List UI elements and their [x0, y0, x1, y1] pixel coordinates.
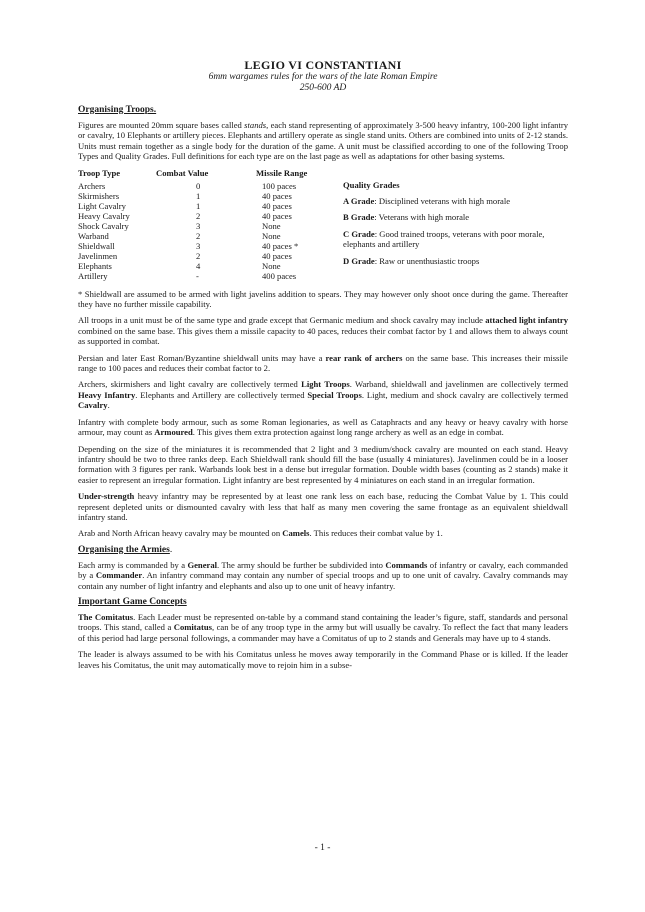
quality-grade-b [343, 212, 568, 222]
grade-text: : Raw or unenthusiastic troops [374, 255, 480, 266]
table-row [78, 191, 317, 201]
text-run: . This gives them extra protection against long range archery as well as an edge in combat. [192, 427, 504, 438]
table-row [78, 261, 317, 271]
text-run: of infantry or cavalry, each commanded by a [78, 559, 568, 581]
paragraph-troop-categories [78, 379, 568, 410]
text-run: All troops in a unit must be of the same type and grade except that Germanic medium and shock cavalry may include [78, 315, 486, 326]
column-header-troop-type: Troop Type [78, 167, 121, 178]
text-bold: rear rank of archers [325, 352, 403, 363]
paragraph-camels [78, 528, 568, 538]
page-number: - 1 - [314, 843, 331, 853]
paragraph-attached-infantry [78, 315, 568, 346]
missile-range-cell: 40 paces [262, 210, 292, 221]
text-bold: Under-strength [78, 491, 135, 502]
missile-range-cell: None [262, 230, 281, 241]
grade-text: : Disciplined veterans with high morale [374, 196, 511, 207]
table-row [78, 221, 317, 231]
text-run: Figures are mounted 20mm square bases called [78, 120, 245, 130]
text-run: . The army should be further be subdivided into [217, 559, 386, 570]
table-row [78, 201, 317, 211]
section-heading-organising-troops: Organising Troops. [78, 105, 157, 115]
table-row [78, 181, 317, 191]
grade-label: B Grade [343, 212, 375, 223]
combat-value-cell: 1 [196, 200, 201, 211]
text-bold: Heavy Infantry [78, 389, 136, 400]
paragraph-stands [78, 120, 568, 162]
paragraph-shieldwall-note: * Shieldwall are assumed to be armed with light javelins addition to spears. They may however only shoot once during the game. Thereafter they have no further missile capability. [78, 288, 568, 310]
paragraph-armoured [78, 417, 568, 438]
quality-grades-heading: Quality Grades [343, 179, 400, 190]
column-header-missile-range: Missile Range [256, 167, 308, 178]
table-header-row [78, 168, 317, 181]
text-bold: General [187, 559, 218, 570]
text-run: Infantry with complete body armour, such as some Roman legionaries, as well as Cataphracts and any heavy or heavy cavalry with horse armour, may count as [78, 416, 568, 438]
table-row [78, 211, 317, 221]
paragraph-leader: The leader is always assumed to be with his Comitatus unless he moves away temporarily in the Command Phase or is killed. If the leader leaves his Comitatus, the unit may automatically move to rejoin him in a subse- [78, 649, 568, 670]
text-run: . Light, medium and shock cavalry are collectively termed [361, 389, 568, 400]
missile-range-cell: 100 paces [262, 180, 297, 191]
missile-range-cell: 40 paces [262, 190, 292, 201]
text-run: . Elephants and Artillery are collectively termed [135, 389, 308, 400]
troop-type-cell: Elephants [78, 260, 112, 271]
section-heading-organising-armies [78, 545, 568, 556]
text-run: . This reduces their combat value by 1. [309, 528, 443, 539]
table-row [78, 231, 317, 241]
text-bold: Commander [95, 570, 143, 581]
text-run: Arab and North African heavy cavalry may be mounted on [78, 528, 283, 539]
text-run: . An infantry command may contain any number of special troops and up to one unit of cavalry. Cavalry commands may contain any number of light infantry and elephants and also up to one unit of heavy infantry. [78, 570, 568, 591]
document-title: LEGIO VI CONSTANTIANI [244, 58, 402, 72]
text-bold: Camels [282, 528, 310, 539]
text-run: Each army is commanded by a [78, 559, 188, 570]
grade-label: A Grade [343, 196, 375, 207]
text-run: . [107, 400, 110, 411]
text-run: . Warband, shieldwall and javelinmen are collectively termed [349, 379, 568, 390]
grade-label: C Grade [343, 228, 375, 239]
text-bold: The Comitatus [78, 611, 134, 622]
quality-grades [343, 180, 568, 281]
missile-range-cell: 40 paces [262, 250, 292, 261]
text-bold: attached light infantry [485, 315, 569, 326]
troop-type-cell: Shock Cavalry [78, 220, 129, 231]
text-bold: Special Troops [307, 389, 362, 400]
document-page [78, 58, 568, 676]
combat-value-cell: 1 [196, 190, 201, 201]
combat-value-cell: 2 [196, 210, 201, 221]
troop-type-table [78, 168, 317, 281]
missile-range-cell: 40 paces [262, 200, 292, 211]
quality-grade-d [343, 256, 568, 266]
text-run: on the same base. This increases their missile range to 100 paces and reduces their combat factor to 2. [78, 352, 568, 374]
text-bold: Cavalry [78, 400, 108, 411]
troop-table-body [78, 181, 317, 281]
combat-value-cell: 4 [196, 260, 201, 271]
text-run: Persian and later East Roman/Byzantine shieldwall units may have a [78, 352, 326, 363]
troop-type-cell: Archers [78, 180, 106, 191]
paragraph-miniatures: Depending on the size of the miniatures it is recommended that 2 light and 3 medium/shock cavalry are mounted on each stand. Heavy infantry should be two to three ranks deep. Each Shieldwall rank should fill the base (usually 4 miniatures). Javelinmen could be in a looser formation with 3 figures per rank. Warbands look best in a dense but irregular formation. Double width bases (counting as 2 stands) make it easier to represent an irregular formation. Light infantry are best represented by 4 miniatures on each stand in an irregular formation. [78, 443, 568, 485]
combat-value-cell: 3 [196, 240, 201, 251]
combat-value-cell: 2 [196, 250, 201, 261]
paragraph-army-command [78, 560, 568, 591]
missile-range-cell: None [262, 260, 281, 271]
text-bold: Commands [385, 559, 428, 570]
grade-text: : Veterans with high morale [374, 212, 470, 223]
text-emphasis: stands [244, 120, 267, 130]
table-row [78, 241, 317, 251]
missile-range-cell: 400 paces [262, 270, 297, 281]
text-run: Archers, skirmishers and light cavalry are collectively termed [78, 379, 302, 390]
text-bold: Comitatus [173, 622, 212, 633]
text-bold: Light Troops [301, 379, 350, 390]
troops-section [78, 168, 568, 281]
table-row [78, 251, 317, 261]
paragraph-rear-archers [78, 353, 568, 374]
quality-grade-a [343, 196, 568, 206]
combat-value-cell: 0 [196, 180, 201, 191]
text-run: combined on the same base. This gives them a missile capacity to 40 paces, reduces their combat factor by 1 and allows them to always count as supported in combat. [78, 325, 568, 347]
text-run: . Each Leader must be represented on-table by a command stand containing the leader’s figure, staff, standards and personal troops. This stand, called a [78, 611, 569, 633]
paragraph-under-strength [78, 491, 568, 522]
troop-type-cell: Artillery [78, 270, 108, 281]
quality-grade-c [343, 229, 568, 250]
grade-text: : Good trained troops, veterans with poor morale, elephants and artillery [343, 228, 545, 250]
combat-value-cell: 3 [196, 220, 201, 231]
heading-text: Organising the Armies [78, 544, 170, 555]
troop-type-cell: Skirmishers [78, 190, 120, 201]
document-period: 250-600 AD [299, 83, 347, 93]
combat-value-cell: - [196, 270, 199, 281]
grade-label: D Grade [343, 255, 375, 266]
troop-type-cell: Heavy Cavalry [78, 210, 130, 221]
table-row [78, 271, 317, 281]
text-bold: Armoured [154, 427, 193, 438]
troop-type-cell: Warband [78, 230, 109, 241]
heading-suffix: . [169, 544, 173, 555]
text-run: heavy infantry may be represented by at least one rank less on each base, reducing the Combat Value by 1. This could represent depleted units or dismounted cavalry with less that half as many men covering the same frontage as an equivalent shieldwall infantry stand. [78, 491, 568, 522]
text-run: , each stand representing of approximately 3-500 heavy infantry, 100-200 light infantry or cavalry, 10 Elephants or artillery pieces. Elephants and artillery operate as single stand units. Others are combined into units of 2-12 stands. Units must remain together as a single body for the duration of the game. A unit must be classified according to one of the following Troop Types and Quality Grades. Full definitions for each type are on the last page as well as adaptations for other basing systems. [78, 120, 569, 162]
column-header-combat-value: Combat Value [156, 167, 209, 178]
troop-type-cell: Shieldwall [78, 240, 115, 251]
missile-range-cell: 40 paces * [262, 240, 299, 251]
text-run: , can be of any troop type in the army but will usually be cavalry. To reflect the fact that many leaders of this period had large personal followings, a commander may have a Comitatus of up to 2 stands and Generals may have up to 4 stands. [78, 622, 568, 643]
troop-type-cell: Light Cavalry [78, 200, 126, 211]
combat-value-cell: 2 [196, 230, 201, 241]
document-subtitle: 6mm wargames rules for the wars of the late Roman Empire [208, 72, 438, 82]
paragraph-comitatus [78, 612, 568, 643]
section-heading-game-concepts: Important Game Concepts [78, 596, 187, 607]
missile-range-cell: None [262, 220, 281, 231]
troop-type-cell: Javelinmen [78, 250, 118, 261]
